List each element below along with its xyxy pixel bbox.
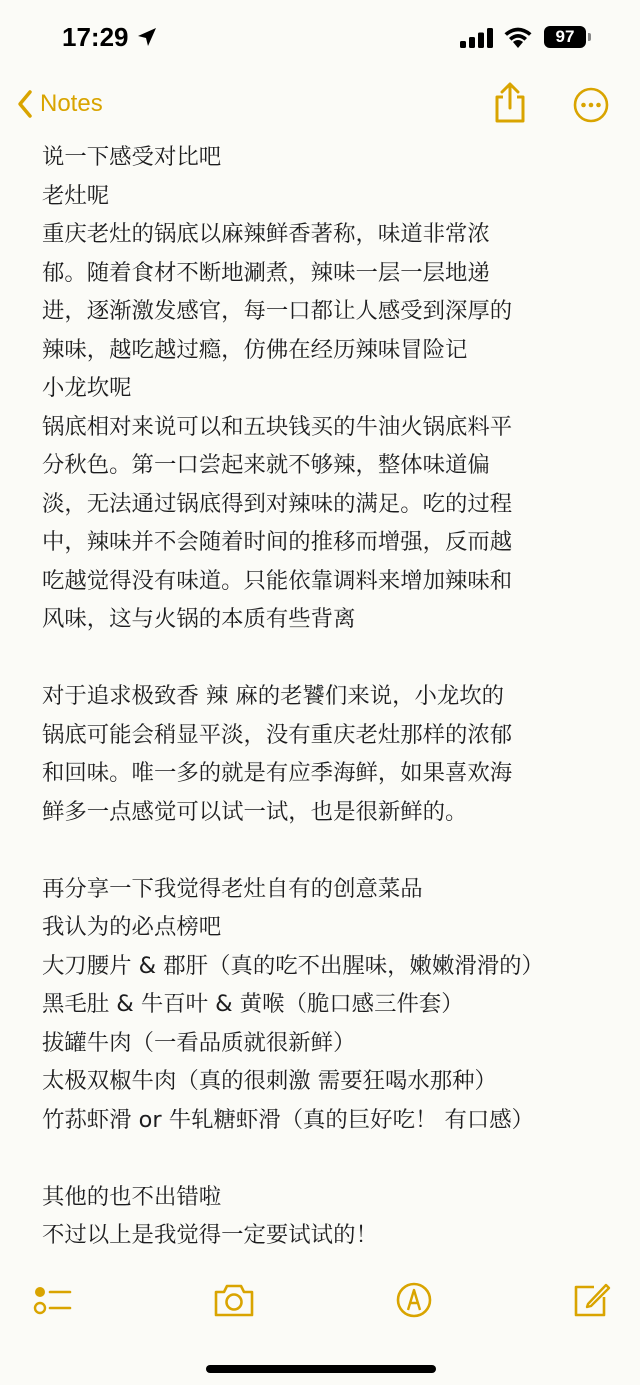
note-line: 说一下感受对比吧 xyxy=(42,144,222,170)
note-line: 重庆老灶的锅底以麻辣鲜香著称，味道非常浓 xyxy=(42,221,490,247)
note-line: 分秋色。第一口尝起来就不够辣，整体味道偏 xyxy=(42,452,490,478)
note-body[interactable] xyxy=(42,138,622,1255)
note-line: 淡，无法通过锅底得到对辣味的满足。吃的过程 xyxy=(42,490,513,517)
note-line: 老灶呢 xyxy=(42,182,110,209)
note-line: 锅底相对来说可以和五块钱买的牛油火锅底料平 xyxy=(42,413,513,440)
back-button[interactable] xyxy=(16,84,103,124)
note-line: 鲜多一点感觉可以试一试，也是很新鲜的。 xyxy=(42,798,468,825)
home-indicator xyxy=(206,1365,436,1373)
note-line: 郁。随着食材不断地涮煮，辣味一层一层地递 xyxy=(42,259,490,286)
markup-icon[interactable] xyxy=(392,1280,436,1320)
battery-cap xyxy=(588,33,591,41)
note-line xyxy=(42,639,622,678)
status-time: 17:29 xyxy=(62,22,129,52)
note-line xyxy=(42,831,622,870)
compose-icon[interactable] xyxy=(570,1280,614,1320)
bottom-toolbar xyxy=(0,1276,640,1336)
note-line: 锅底可能会稍显平淡，没有重庆老灶那样的浓郁 xyxy=(42,721,513,748)
note-line: 进，逐渐激发感官，每一口都让人感受到深厚的 xyxy=(42,298,513,324)
note-line xyxy=(42,1139,622,1178)
note-line: 中，辣味并不会随着时间的推移而增强，反而越 xyxy=(42,529,513,555)
chevron-left-icon xyxy=(16,89,34,119)
back-button-label: Notes xyxy=(40,90,103,117)
note-line: 不过以上是我觉得一定要试试的！ xyxy=(42,1222,378,1248)
note-line: 再分享一下我觉得老灶自有的创意菜品 xyxy=(42,875,423,902)
note-line: 吃越觉得没有味道。只能依靠调料来增加辣味和 xyxy=(42,567,513,594)
battery-indicator: 97 xyxy=(544,26,586,48)
note-line: 我认为的必点榜吧 xyxy=(42,914,222,940)
note-line: 竹荪虾滑 or 牛轧糖虾滑（真的巨好吃！ 有口感） xyxy=(42,1106,535,1133)
cellular-signal-icon xyxy=(460,28,494,48)
note-line: 对于追求极致香 辣 麻的老饕们来说，小龙坎的 xyxy=(42,683,505,709)
note-line: 辣味，越吃越过瘾，仿佛在经历辣味冒险记 xyxy=(42,336,468,363)
note-line: 太极双椒牛肉（真的很刺激 需要狂喝水那种） xyxy=(42,1068,497,1094)
wifi-icon xyxy=(503,26,533,48)
note-line: 小龙坎呢 xyxy=(42,375,132,401)
note-line: 其他的也不出错啦 xyxy=(42,1183,222,1210)
camera-icon[interactable] xyxy=(212,1280,256,1320)
location-arrow-icon xyxy=(136,26,158,48)
note-line: 黑毛肚 & 牛百叶 & 黄喉（脆口感三件套） xyxy=(42,991,464,1017)
more-options-icon[interactable] xyxy=(572,86,610,124)
note-line: 拔罐牛肉（一看品质就很新鲜） xyxy=(42,1029,356,1056)
share-icon[interactable] xyxy=(490,82,530,124)
navigation-bar xyxy=(0,76,640,136)
checklist-icon[interactable] xyxy=(30,1280,74,1320)
note-line: 大刀腰片 & 郡肝（真的吃不出腥味，嫩嫩滑滑的） xyxy=(42,952,544,979)
note-line: 和回味。唯一多的就是有应季海鲜，如果喜欢海 xyxy=(42,760,513,786)
status-bar xyxy=(0,0,640,76)
note-line: 风味，这与火锅的本质有些背离 xyxy=(42,606,356,632)
